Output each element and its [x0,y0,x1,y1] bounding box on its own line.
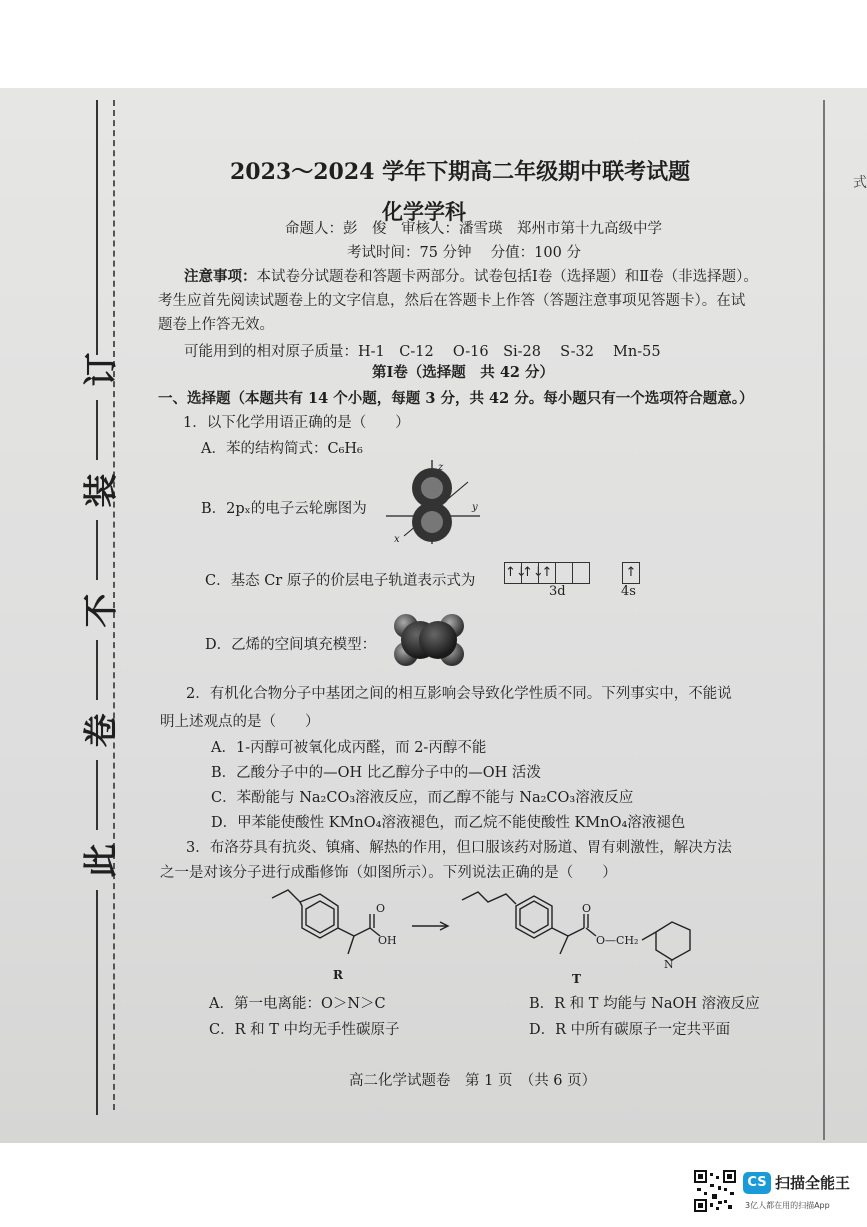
q1-stem: 1．以下化学用语正确的是（ ） [183,415,410,431]
q2-option-b: B．乙酸分子中的—OH 比乙醇分子中的—OH 活泼 [211,765,541,781]
q2-stem-1: 2．有机化合物分子中基团之间的相互影响会导致化学性质不同。下列事实中，不能说 [186,686,732,702]
q3-stem-2: 之一是对该分子进行成酯修饰（如图所示）。下列说法正确的是（ ） [160,865,617,881]
orbital-box [555,562,572,584]
binding-char: 不 [81,593,122,628]
notice-text-1: 本试卷分试题卷和答题卡两部分。试卷包括Ⅰ卷（选择题）和Ⅱ卷（非选择题）。 [256,269,758,285]
qr-code-icon [694,1170,736,1212]
notice-line-3: 题卷上作答无效。 [158,317,274,333]
page-footer: 高二化学试题卷 第 1 页 （共 6 页） [349,1073,597,1089]
exam-authors: 命题人：彭 俊 审核人：潘雪瑛 郑州市第十九高级中学 [285,221,662,237]
q1-option-a: A．苯的结构简式：C₆H₆ [201,441,363,457]
q1-option-d: D．乙烯的空间填充模型： [205,637,377,653]
q2-option-c: C．苯酚能与 Na₂CO₃溶液反应，而乙醇不能与 Na₂CO₃溶液反应 [211,790,634,806]
binding-rule [96,760,98,830]
label-4s: 4s [621,584,636,599]
q3-option-b: B．R 和 T 均能与 NaOH 溶液反应 [529,996,760,1012]
binding-char: 订 [81,352,122,387]
q2-option-a: A．1-丙醇可被氧化成丙醛，而 2-丙醇不能 [211,740,487,756]
q3-option-c: C．R 和 T 中均无手性碳原子 [209,1022,400,1038]
q3-option-d: D．R 中所有碳原子一定共平面 [529,1022,731,1038]
pyridine-n-label: N [664,958,674,971]
orbital-box: ↑↓ [504,562,521,584]
label-3d: 3d [549,584,566,599]
ibuprofen-esterification-diagram [262,884,722,984]
q3-option-a: A．第一电离能：O＞N＞C [209,996,386,1012]
binding-rule [96,400,98,460]
next-page-edge [823,100,825,1140]
exam-title: 2023～2024 学年下期高二年级期中联考试题 [230,159,691,185]
2px-orbital-diagram [384,458,484,546]
exam-subject: 化学学科 [382,199,466,224]
exam-time: 考试时间：75 分钟 分值：100 分 [347,245,581,261]
camscanner-name: 扫描全能王 [775,1174,851,1192]
ethylene-model [392,610,466,670]
r-carbonyl-o: O [376,902,386,915]
q3-stem-1: 3．布洛芬具有抗炎、镇痛、解热的作用，但口服该药对肠道、胃有刺激性，解决方法 [186,840,732,856]
q2-stem-2: 明上述观点的是（ ） [160,714,320,730]
axis-z-label: z [438,462,444,473]
t-och2-label: O—CH₂ [596,934,639,947]
notice-label: 注意事项： [184,268,257,285]
binding-rule [96,890,98,1115]
binding-char: 此 [81,843,122,878]
orbital-3d-boxes [504,562,590,584]
r-oh-label: OH [378,934,397,947]
notice-line-2: 考生应首先阅读试题卷上的文字信息，然后在答题卡上作答（答题注意事项见答题卡）。在试 [158,293,746,309]
section-instruction: 一、选择题（本题共有 14 个小题，每题 3 分，共 42 分。每小题只有一个选项符合题意。） [158,390,754,407]
binding-char: 装 [81,473,122,508]
orbital-box [572,562,590,584]
label-r: R [333,968,343,982]
t-carbonyl-o: O [582,902,592,915]
binding-char: 卷 [81,713,122,748]
next-page-char: 式 [853,175,867,191]
axis-y-label: y [472,502,478,513]
atomic-masses: 可能用到的相对原子质量：H-1 C-12 O-16 Si-28 S-32 Mn-55 [184,344,661,360]
binding-rule [96,520,98,580]
q2-option-d: D．甲苯能使酸性 KMnO₄溶液褪色，而乙烷不能使酸性 KMnO₄溶液褪色 [211,815,686,831]
orbital-box: ↑ [538,562,555,584]
label-t: T [572,972,581,986]
section-title: 第Ⅰ卷（选择题 共 42 分） [372,364,555,381]
binding-rule [96,640,98,700]
axis-x-label: x [394,534,400,545]
q1-option-b: B．2pₓ的电子云轮廓图为 [201,501,367,517]
camscanner-logo: CS [743,1172,771,1194]
notice-line-1 [184,265,758,286]
camscanner-tagline: 3亿人都在用的扫描App [745,1201,830,1210]
orbital-4s-box: ↑ [622,562,640,584]
orbital-box: ↑↓ [521,562,538,584]
binding-rule [96,100,98,355]
q1-option-c: C．基态 Cr 原子的价层电子轨道表示式为 [205,573,476,589]
